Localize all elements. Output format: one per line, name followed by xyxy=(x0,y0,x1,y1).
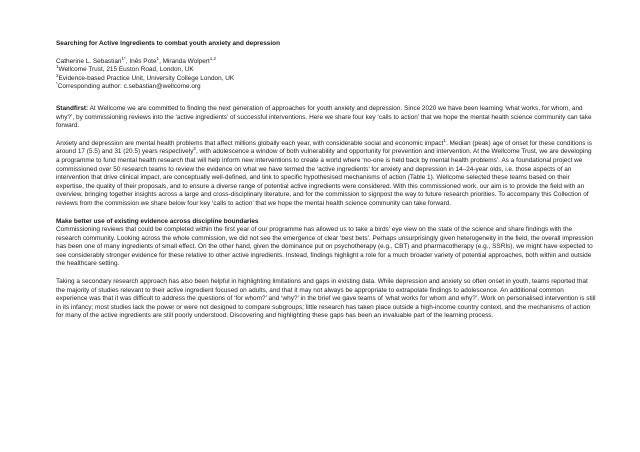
affiliation-marker: * xyxy=(56,81,58,87)
author-name: Inês Pote xyxy=(129,57,157,65)
affiliation-text: Evidence-based Practice Unit, University College London, UK xyxy=(58,74,235,82)
intro-text: , with adolescence a window of both vulnerability and opportunity for prevention and intervention. At the Wellcome Trust, we are developing a programme to fund mental health research that will help inform new interventions to create a world where ‘no-one is held back by mental health problems’. As a foundational project we commissioned over 50 research teams to review the evidence on what we have termed the ‘active ingredients’ for anxiety and depression in 14–24-year olds, i.e. those aspects of an intervention that drive clinical impact, are conceptually well-defined, and link to specific hypothesised mechanisms of action (Table 1). Wellcome selected these teams based on their expertise, the quality of their proposals, and to ensure a diverse range of potential active ingredients were considered. With this commissioned work, our aim is to provide the field with an overview, bringing together insights across a large and cross-disciplinary literature, and for the commission to signpost the way to future research priorities. To accompany this Collection of reviews from the commission we share below four key ‘calls to action’ that we hope the mental health science community can take forward. xyxy=(56,148,592,207)
paper-title: Searching for Active Ingredients to combat youth anxiety and depression xyxy=(56,40,281,47)
affiliation-marker: 2 xyxy=(56,72,59,78)
corresponding-author-text: Corresponding author: c.sebastian@wellcome.org xyxy=(57,83,201,91)
author-affiliation-marker: 1,2 xyxy=(209,55,217,61)
author-separator: , xyxy=(159,57,163,65)
citation-marker: 1 xyxy=(443,137,446,143)
citation-marker: 2 xyxy=(193,146,196,152)
standfirst-label: Standfirst: xyxy=(56,104,89,112)
author-affiliation-marker: 1 xyxy=(156,55,160,61)
intro-text: . Median (peak) age of onset for these conditions is around 17 (5.5) and 31 (20.5) years respectively xyxy=(56,139,592,156)
corresponding-author-line xyxy=(56,83,596,92)
affiliation-marker: 1 xyxy=(56,64,59,70)
affiliation-line xyxy=(56,66,596,75)
paper-page xyxy=(56,40,596,330)
standfirst-text: At Wellcome we are committed to finding the next generation of approaches for youth anxiety and depression. Since 2020 we have been learning ‘what works, for whom, and why?’, by commissioning reviews into the ‘active ingredients’ of successful interventions. Here we share four key ‘calls to action’ that we hope the mental health science community can take forward. xyxy=(56,104,592,130)
author-block xyxy=(56,55,596,92)
affiliation-text: Wellcome Trust, 215 Euston Road, London, UK xyxy=(58,66,194,74)
standfirst-paragraph xyxy=(56,105,596,131)
section-paragraph: Taking a secondary research approach has also been helpful in highlighting limitations and gaps in existing data. While depression and anxiety so often onset in youth, teams reported that the majority of studies relevant to their active ingredient focused on adults, and that it may not always be appropriate to extrapolate findings to adolescence. An additional common experience was that it was difficult to address the questions of ‘for whom?’ and ‘why?’ in the brief we gave teams of ‘what works for whom and why?’. Work on personalised intervention is still in its infancy; most studies lack the power or were not designed to compare subgroups; little research has taken place outside a high-income country context, and the mechanisms of action for many of the active ingredients are still poorly understood. Discovering and highlighting these gaps has been an invaluable part of the learning process. xyxy=(56,278,596,320)
section-paragraph: Commissioning reviews that could be completed within the first year of our programme has allowed us to take a birds’ eye view on the state of the science and share findings with the research community. Looking across the whole commission, we did not see the emergence of clear ‘best bets’. Perhaps unsurprisingly given heterogeneity in the field, the overall impression has been one of many ingredients of small effect. On the other hand, given the dominance put on psychotherapy (e.g., CBT) and pharmacotherapy (e.g., SSRIs), we might have expected to see considerably stronger evidence for these relative to other active ingredients. Instead, findings highlight a role for a much broader variety of potential approaches, both within and outside the healthcare setting. xyxy=(56,226,594,268)
author-affiliation-marker: 1* xyxy=(121,55,126,61)
intro-paragraph xyxy=(56,137,596,209)
author-name: Catherine L. Sebastian xyxy=(56,57,122,65)
author-separator: , xyxy=(125,57,130,65)
author-name: Miranda Wolpert xyxy=(162,57,210,65)
section-heading: Make better use of existing evidence across discipline boundaries xyxy=(56,217,259,225)
intro-text: Anxiety and depression are mental health problems that affect millions globally each year, with considerable social and economic impact xyxy=(56,139,444,147)
